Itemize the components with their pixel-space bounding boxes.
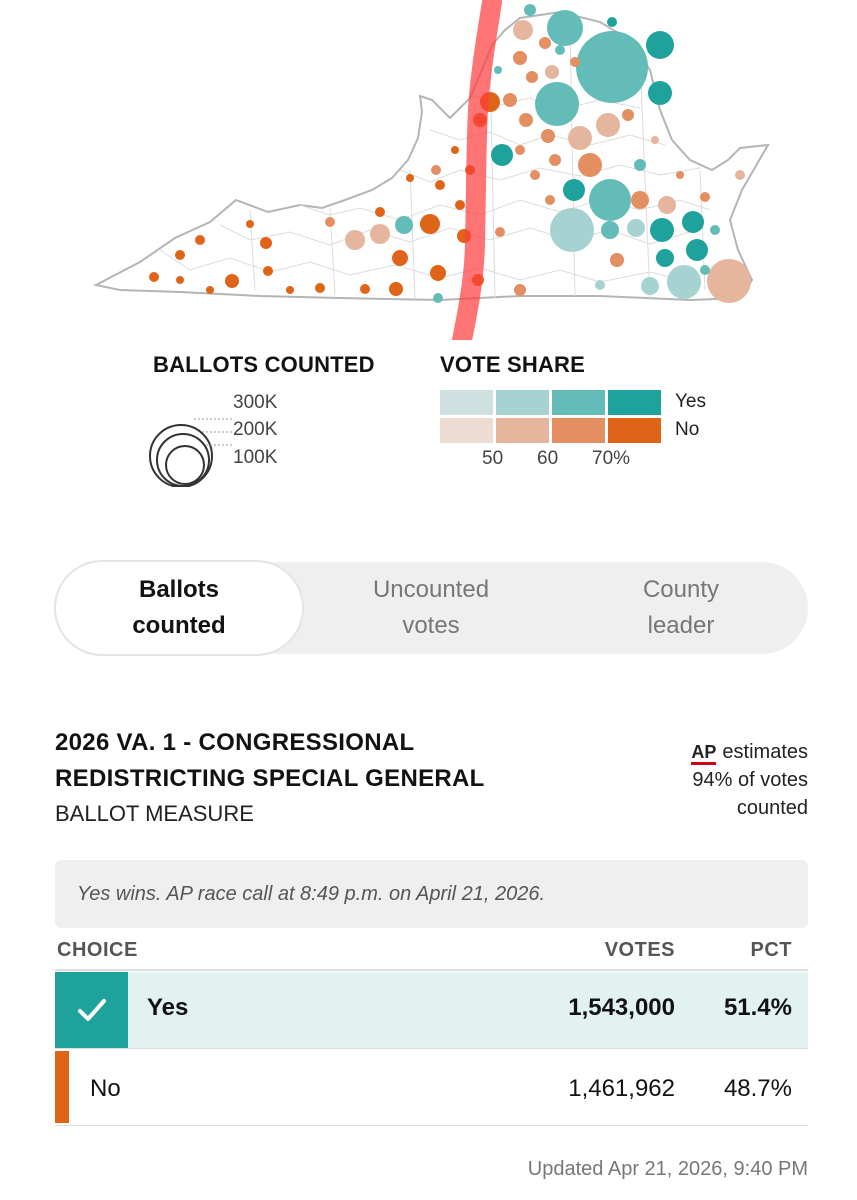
county-bubble[interactable]	[360, 284, 370, 294]
county-bubble[interactable]	[656, 249, 674, 267]
map-svg	[0, 0, 857, 340]
county-bubble[interactable]	[610, 253, 624, 267]
county-bubble[interactable]	[549, 154, 561, 166]
county-bubble[interactable]	[550, 208, 594, 252]
county-bubble[interactable]	[420, 214, 440, 234]
county-bubble[interactable]	[263, 266, 273, 276]
county-bubble[interactable]	[650, 218, 674, 242]
county-bubble[interactable]	[526, 71, 538, 83]
county-bubble[interactable]	[225, 274, 239, 288]
county-bubble[interactable]	[519, 113, 533, 127]
county-bubble[interactable]	[648, 81, 672, 105]
vote-pct: 48.7%	[723, 1075, 792, 1102]
county-bubble[interactable]	[433, 293, 443, 303]
county-bubble[interactable]	[260, 237, 272, 249]
county-bubble[interactable]	[175, 250, 185, 260]
county-bubble[interactable]	[389, 282, 403, 296]
county-bubble[interactable]	[735, 170, 745, 180]
checkmark-icon	[55, 972, 128, 1048]
county-bubble[interactable]	[491, 144, 513, 166]
size-label-200k: 200K	[233, 419, 278, 440]
map-view-toggle	[54, 562, 808, 654]
county-bubble[interactable]	[634, 159, 646, 171]
race-title	[55, 725, 485, 797]
race-title-line2: REDISTRICTING SPECIAL GENERAL	[55, 765, 485, 792]
county-bubble[interactable]	[601, 221, 619, 239]
race-call-banner	[55, 860, 808, 928]
yes-swatch	[496, 390, 549, 415]
legend-tick-50: 50	[482, 448, 504, 469]
no-color-bar	[55, 1051, 69, 1123]
county-bubble[interactable]	[641, 277, 659, 295]
county-bubble[interactable]	[658, 196, 676, 214]
col-votes: VOTES	[604, 939, 675, 961]
county-bubble[interactable]	[545, 195, 555, 205]
size-label-100k: 100K	[233, 447, 278, 468]
vote-share-legend-title: VOTE SHARE	[440, 352, 586, 377]
tab-label-line2: counted	[132, 612, 226, 639]
race-title-line1: 2026 VA. 1 - CONGRESSIONAL	[55, 729, 415, 756]
ballots-counted-legend-title: BALLOTS COUNTED	[153, 352, 375, 377]
vote-pct: 51.4%	[723, 994, 792, 1021]
legend-no-label: No	[675, 419, 700, 440]
no-swatch	[608, 418, 661, 443]
county-bubble[interactable]	[392, 250, 408, 266]
county-bubble[interactable]	[539, 37, 551, 49]
county-bubble[interactable]	[345, 230, 365, 250]
county-bubble[interactable]	[568, 126, 592, 150]
county-bubble[interactable]	[395, 216, 413, 234]
tab-label-line1: Uncounted	[372, 576, 490, 603]
county-bubble[interactable]	[535, 82, 579, 126]
choice-name: Yes	[147, 994, 189, 1021]
county-bubble[interactable]	[646, 31, 674, 59]
county-bubble[interactable]	[455, 200, 465, 210]
county-bubble[interactable]	[431, 165, 441, 175]
county-bubble[interactable]	[700, 192, 710, 202]
legend-tick-70: 70%	[592, 448, 631, 469]
county-bubble[interactable]	[707, 259, 751, 303]
county-bubble[interactable]	[524, 4, 536, 16]
county-bubble[interactable]	[195, 235, 205, 245]
county-bubble[interactable]	[513, 51, 527, 65]
county-bubble[interactable]	[607, 17, 617, 27]
county-bubble[interactable]	[595, 280, 605, 290]
county-bubble[interactable]	[631, 191, 649, 209]
yes-swatch	[440, 390, 493, 415]
county-bubble[interactable]	[555, 45, 565, 55]
tab-label-line2: leader	[647, 612, 715, 639]
virginia-bubble-map[interactable]	[0, 0, 857, 340]
tab-ballots-counted[interactable]	[56, 562, 302, 654]
legend-yes-label: Yes	[675, 391, 706, 412]
ap-estimates-text: estimates	[722, 741, 808, 763]
county-bubble[interactable]	[563, 179, 585, 201]
county-bubble[interactable]	[246, 220, 254, 228]
row-divider	[55, 1125, 808, 1126]
ap-counted-text: counted	[736, 797, 808, 819]
race-subtitle: BALLOT MEASURE	[55, 801, 254, 826]
county-bubble[interactable]	[700, 265, 710, 275]
vote-count: 1,461,962	[568, 1075, 675, 1102]
county-bubble[interactable]	[547, 10, 583, 46]
county-bubble[interactable]	[430, 265, 446, 281]
county-bubble[interactable]	[515, 145, 525, 155]
county-bubble[interactable]	[578, 153, 602, 177]
county-bubble[interactable]	[682, 211, 704, 233]
county-bubble[interactable]	[513, 20, 533, 40]
tab-uncounted-votes[interactable]	[306, 562, 556, 654]
county-bubble[interactable]	[494, 66, 502, 74]
county-bubble[interactable]	[514, 284, 526, 296]
county-bubble[interactable]	[570, 57, 580, 67]
county-bubble[interactable]	[686, 239, 708, 261]
county-bubble[interactable]	[596, 113, 620, 137]
col-pct: PCT	[750, 939, 792, 961]
county-bubble[interactable]	[375, 207, 385, 217]
tab-county-leader[interactable]	[556, 562, 806, 654]
ap-logo: AP	[691, 742, 716, 765]
size-legend-circles	[148, 392, 238, 487]
county-bubble[interactable]	[622, 109, 634, 121]
county-bubble[interactable]	[206, 286, 214, 294]
no-swatch	[552, 418, 605, 443]
county-bubble[interactable]	[149, 272, 159, 282]
county-bubble[interactable]	[325, 217, 335, 227]
yes-swatch	[608, 390, 661, 415]
county-bubble[interactable]	[315, 283, 325, 293]
ap-estimate-block	[608, 738, 808, 822]
county-bubble[interactable]	[676, 171, 684, 179]
county-bubble[interactable]	[406, 174, 414, 182]
county-bubble[interactable]	[627, 219, 645, 237]
county-bubble[interactable]	[370, 224, 390, 244]
county-bubble[interactable]	[495, 227, 505, 237]
county-bubble[interactable]	[176, 276, 184, 284]
choice-name: No	[90, 1075, 121, 1102]
table-row-yes[interactable]	[55, 972, 808, 1048]
county-bubble[interactable]	[503, 93, 517, 107]
county-bubble[interactable]	[576, 31, 648, 103]
race-call-text: Yes wins. AP race call at 8:49 p.m. on April 21, 2026.	[77, 882, 546, 905]
no-swatch	[440, 418, 493, 443]
yes-swatch	[552, 390, 605, 415]
county-bubble[interactable]	[451, 146, 459, 154]
county-bubble[interactable]	[286, 286, 294, 294]
ap-pct-counted: 94% of votes	[692, 769, 808, 791]
col-choice: CHOICE	[57, 939, 138, 961]
legend-tick-60: 60	[537, 448, 559, 469]
vote-count: 1,543,000	[568, 994, 675, 1021]
county-bubble[interactable]	[667, 265, 701, 299]
county-bubble[interactable]	[545, 65, 559, 79]
tab-label-line2: votes	[402, 612, 460, 639]
table-row-no[interactable]	[55, 1049, 808, 1125]
size-label-300k: 300K	[233, 392, 278, 413]
county-bubble[interactable]	[530, 170, 540, 180]
table-header-divider	[55, 969, 808, 971]
tab-label-line1: Ballots	[138, 576, 219, 603]
updated-timestamp: Updated Apr 21, 2026, 9:40 PM	[527, 1158, 808, 1180]
county-bubble[interactable]	[435, 180, 445, 190]
no-swatch	[496, 418, 549, 443]
county-bubble[interactable]	[651, 136, 659, 144]
county-bubble[interactable]	[710, 225, 720, 235]
county-bubble[interactable]	[541, 129, 555, 143]
county-bubble[interactable]	[589, 179, 631, 221]
tab-label-line1: County	[642, 576, 720, 603]
